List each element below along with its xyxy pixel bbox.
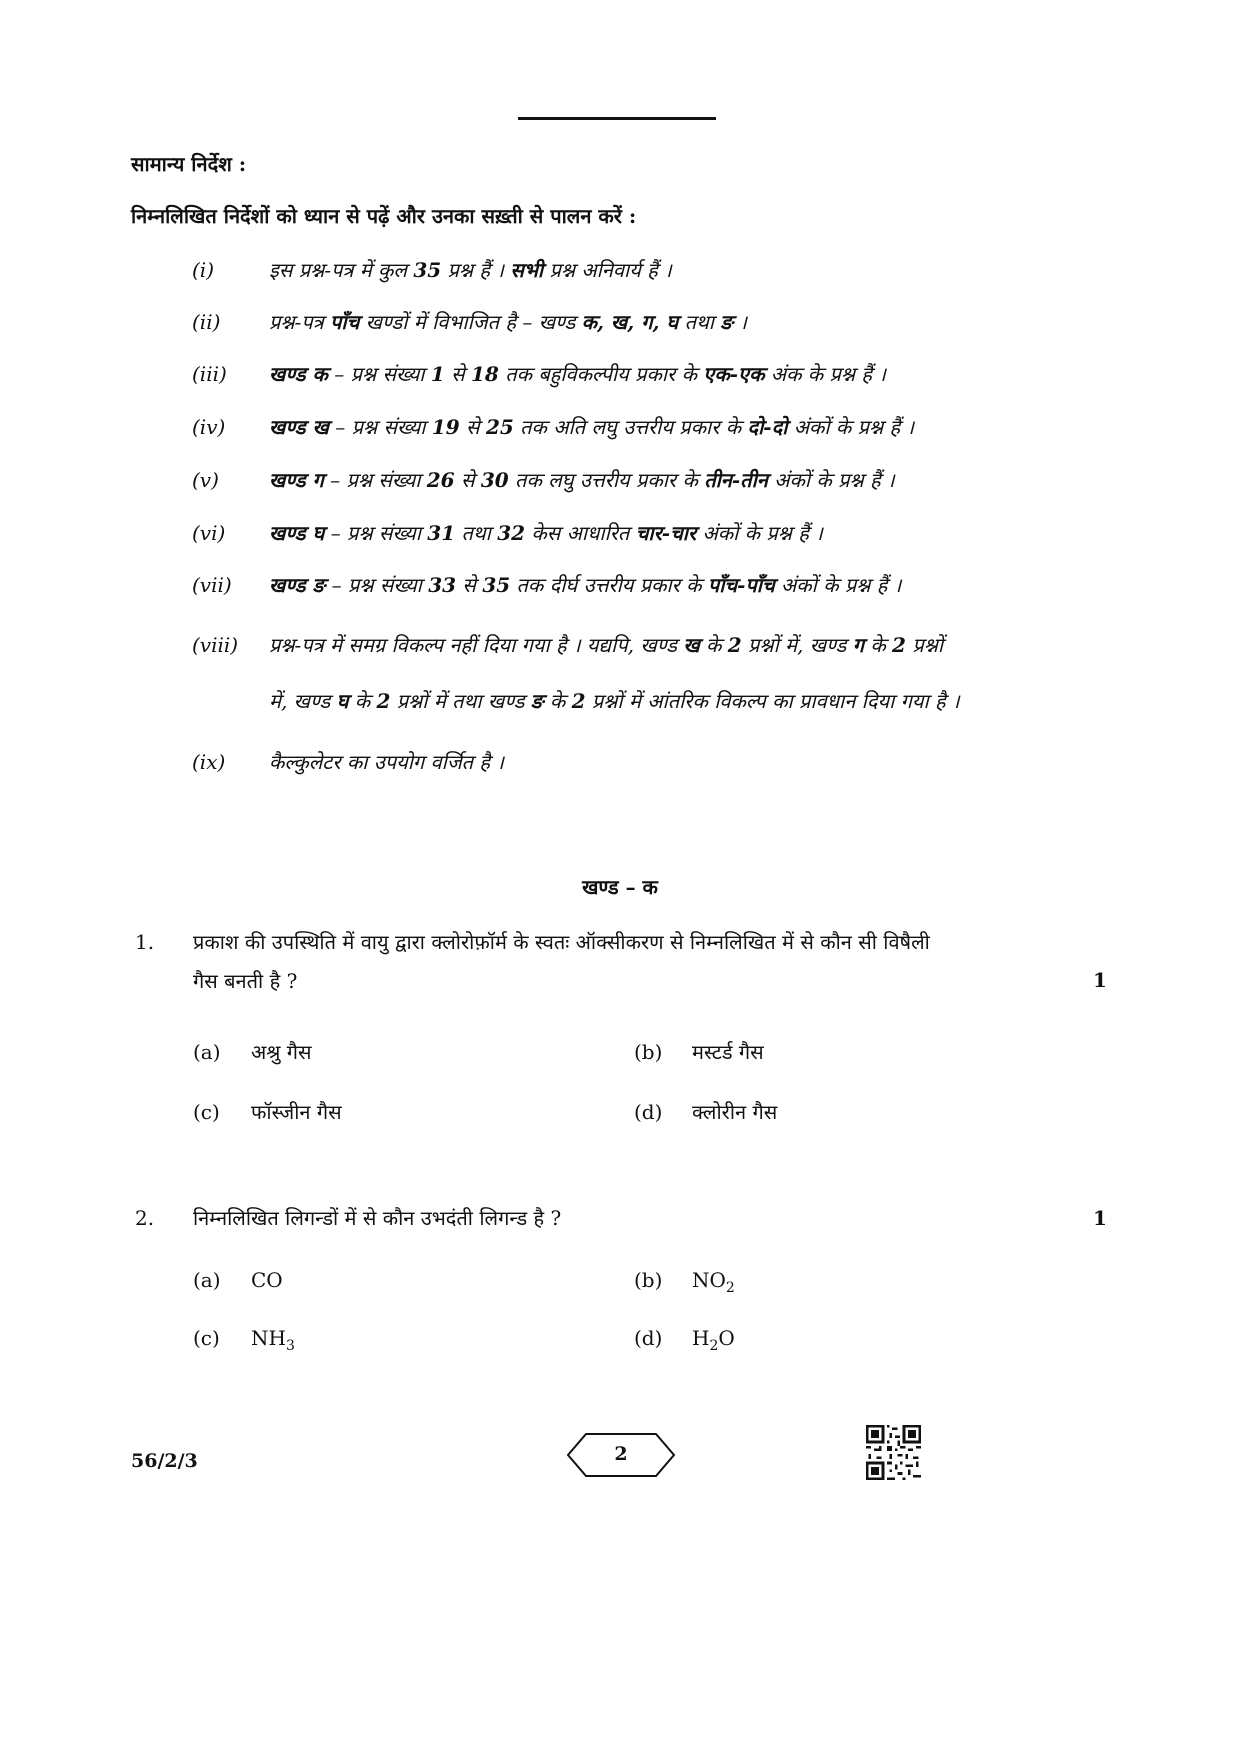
text-run: – प्रश्न संख्या <box>323 468 427 492</box>
text-run: – प्रश्न संख्या <box>324 521 428 545</box>
question-1-marks: 1 <box>1093 968 1107 992</box>
formula-subscript: 3 <box>285 1338 295 1354</box>
text-run: तक लघु उत्तरीय प्रकार के <box>508 468 705 492</box>
emphasis-text: पाँच-पाँच <box>707 573 775 597</box>
emphasis-text: 35 <box>413 258 442 282</box>
text-run: । <box>733 310 747 334</box>
text-run: से <box>454 468 481 492</box>
general-instructions-heading: सामान्य निर्देश : <box>131 152 247 176</box>
emphasis-text: 25 <box>485 415 514 439</box>
emphasis-text: क, ख, ग, घ <box>581 310 679 334</box>
emphasis-text: 2 <box>571 689 586 713</box>
emphasis-text: 2 <box>892 633 906 657</box>
text-run: प्रश्न-पत्र में समग्र विकल्प नहीं दिया गया है । यद्यपि, खण्ड <box>269 633 684 657</box>
section-title: खण्ड – क <box>582 875 658 899</box>
q1-option-c[interactable] <box>193 1097 342 1127</box>
instruction-text <box>269 571 901 599</box>
text-run: इस प्रश्न-पत्र में कुल <box>269 258 414 282</box>
q1-option-a[interactable] <box>193 1037 312 1067</box>
option-label: (d) <box>634 1326 663 1350</box>
text-run: तक दीर्घ उत्तरीय प्रकार के <box>510 573 708 597</box>
text-run: तथा <box>678 310 721 334</box>
q2-option-a[interactable] <box>193 1265 283 1295</box>
instruction-text <box>269 308 747 336</box>
instruction-item <box>192 308 1132 338</box>
text-run: प्रश्न हैं । <box>441 258 511 282</box>
emphasis-text: 18 <box>471 362 499 386</box>
option-text: फॉस्जीन गैस <box>251 1100 342 1124</box>
emphasis-text: सभी <box>510 258 544 282</box>
instruction-number: (vi) <box>192 521 226 545</box>
option-formula-tail: O <box>718 1326 735 1350</box>
emphasis-text: ङ <box>530 689 544 713</box>
question-2 <box>135 1203 1135 1235</box>
emphasis-text: खण्ड घ <box>269 521 325 545</box>
text-run: – प्रश्न संख्या <box>325 573 429 597</box>
emphasis-text: घ <box>336 689 349 713</box>
option-label: (d) <box>634 1100 663 1124</box>
emphasis-text: 35 <box>482 573 511 597</box>
option-label: (c) <box>193 1326 220 1350</box>
option-formula: H <box>692 1326 710 1350</box>
text-run: – प्रश्न संख्या <box>328 415 432 439</box>
text-run: से <box>444 362 472 386</box>
question-number: 1. <box>135 930 155 954</box>
text-run: के <box>348 689 377 713</box>
q2-option-b[interactable] <box>634 1265 735 1295</box>
emphasis-text: तीन-तीन <box>704 468 768 492</box>
instructions-intro: निम्नलिखित निर्देशों को ध्यान से पढ़ें और उनका सख़्ती से पालन करें : <box>131 204 637 228</box>
instruction-text <box>269 256 672 284</box>
emphasis-text: खण्ड क <box>269 362 328 386</box>
instruction-number: (iii) <box>192 362 227 386</box>
instruction-item <box>192 360 1132 390</box>
text-run: प्रश्नों में आंतरिक विकल्प का प्रावधान दिया गया है । <box>585 689 960 713</box>
emphasis-text: 32 <box>497 521 526 545</box>
text-run: प्रश्नों में, खण्ड <box>741 633 853 657</box>
text-run: अंक के प्रश्न हैं । <box>764 362 886 386</box>
question-1 <box>135 927 1135 997</box>
q2-option-c[interactable] <box>193 1323 295 1353</box>
text-run: अंकों के प्रश्न हैं । <box>696 521 823 545</box>
emphasis-text: 1 <box>430 362 445 386</box>
instruction-number: (v) <box>192 468 219 492</box>
instruction-text <box>269 413 914 441</box>
q1-option-d[interactable] <box>634 1097 777 1127</box>
text-run: में, खण्ड <box>269 689 337 713</box>
formula-subscript: 2 <box>709 1338 719 1354</box>
emphasis-text: 2 <box>727 633 742 657</box>
text-run: से <box>459 415 486 439</box>
emphasis-text: 30 <box>480 468 509 492</box>
text-run: प्रश्न-पत्र <box>269 310 331 334</box>
emphasis-text: खण्ड ङ <box>269 573 326 597</box>
qr-code-icon <box>866 1425 921 1480</box>
emphasis-text: ग <box>852 633 864 657</box>
emphasis-text: चार-चार <box>635 521 697 545</box>
text-run: के <box>543 689 572 713</box>
q1-option-b[interactable] <box>634 1037 764 1067</box>
option-text: क्लोरीन गैस <box>692 1100 778 1124</box>
instruction-text <box>269 360 886 388</box>
emphasis-text: 26 <box>426 468 455 492</box>
instruction-number: (ii) <box>192 310 221 334</box>
instruction-text <box>269 519 823 547</box>
text-run: अंकों के प्रश्न हैं । <box>787 415 915 439</box>
emphasis-text: दो-दो <box>747 415 788 439</box>
text-run: प्रश्न अनिवार्य हैं । <box>543 258 672 282</box>
instruction-text <box>269 748 504 776</box>
instruction-item <box>192 571 1132 601</box>
question-2-marks: 1 <box>1093 1206 1107 1230</box>
instruction-item <box>192 256 1132 286</box>
emphasis-text: 31 <box>427 521 456 545</box>
option-label: (a) <box>193 1040 221 1064</box>
option-formula: CO <box>251 1268 283 1292</box>
instruction-text <box>269 466 895 494</box>
page-number-badge <box>566 1432 676 1478</box>
emphasis-text: एक-एक <box>703 362 765 386</box>
formula-subscript: 2 <box>725 1280 735 1296</box>
instruction-text-continued <box>269 687 1129 717</box>
text-run: प्रश्नों में तथा खण्ड <box>390 689 531 713</box>
instruction-number: (i) <box>192 258 215 282</box>
emphasis-text: ङ <box>720 310 734 334</box>
instruction-item <box>192 631 1132 661</box>
instruction-item <box>192 748 1132 778</box>
option-text: मस्टर्ड गैस <box>692 1040 764 1064</box>
option-label: (a) <box>193 1268 221 1292</box>
question-text-line1: प्रकाश की उपस्थिति में वायु द्वारा क्लोरोफ़ॉर्म के स्वतः ऑक्सीकरण से निम्नलिखित में से कौन सी विषैली <box>193 930 930 954</box>
text-run: तथा <box>455 521 498 545</box>
option-label: (b) <box>634 1268 663 1292</box>
text-run: तक अति लघु उत्तरीय प्रकार के <box>513 415 748 439</box>
text-run: के <box>863 633 893 657</box>
instruction-item <box>192 413 1132 443</box>
emphasis-text: ख <box>683 633 700 657</box>
option-formula: NO <box>692 1268 726 1292</box>
text-run: अंकों के प्रश्न हैं । <box>767 468 895 492</box>
paper-code: 56/2/3 <box>131 1450 198 1472</box>
text-run: प्रश्नों <box>905 633 944 657</box>
text-run: के <box>699 633 728 657</box>
text-run: खण्डों में विभाजित है – खण्ड <box>359 310 582 334</box>
top-rule <box>518 117 716 120</box>
instruction-number: (viii) <box>192 633 239 657</box>
question-text-line2: गैस बनती है ? <box>193 969 298 993</box>
emphasis-text: खण्ड ग <box>269 468 324 492</box>
question-number: 2. <box>135 1206 155 1230</box>
emphasis-text: 19 <box>431 415 460 439</box>
emphasis-text: 2 <box>376 689 391 713</box>
option-label: (b) <box>634 1040 663 1064</box>
question-text: निम्नलिखित लिगन्डों में से कौन उभदंती लिगन्ड है ? <box>193 1206 562 1230</box>
instruction-number: (ix) <box>192 750 226 774</box>
emphasis-text: पाँच <box>330 310 360 334</box>
text-run: – प्रश्न संख्या <box>327 362 431 386</box>
option-text: अश्रु गैस <box>251 1040 312 1064</box>
instruction-item <box>192 466 1132 496</box>
text-run: से <box>456 573 483 597</box>
instruction-text <box>269 631 943 659</box>
text-run: अंकों के प्रश्न हैं । <box>774 573 902 597</box>
text-run: तक बहुविकल्पीय प्रकार के <box>498 362 704 386</box>
text-run: केस आधारित <box>525 521 636 545</box>
emphasis-text: खण्ड ख <box>269 415 329 439</box>
page-number: 2 <box>614 1443 628 1465</box>
option-label: (c) <box>193 1100 220 1124</box>
instruction-item <box>192 519 1132 549</box>
instruction-number: (iv) <box>192 415 226 439</box>
instruction-number: (vii) <box>192 573 232 597</box>
emphasis-text: 33 <box>428 573 457 597</box>
text-run: कैल्कुलेटर का उपयोग वर्जित है । <box>269 750 504 774</box>
q2-option-d[interactable] <box>634 1323 735 1353</box>
option-formula: NH <box>251 1326 286 1350</box>
